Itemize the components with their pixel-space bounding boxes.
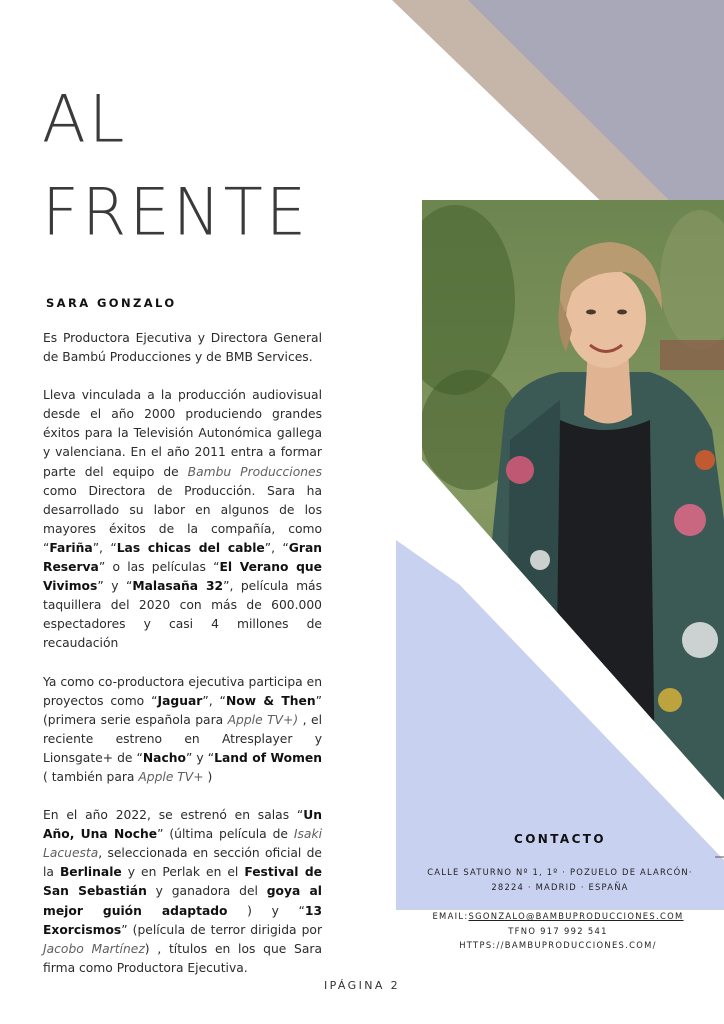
text-run: Lleva vinculada a la producción audiovisual desde el año 2000 produciendo grandes éxitos para la Televisión Autonómica gallega y valenciana. En el año 2011 entra a formar parte del equipo de [43, 388, 322, 479]
contact-heading: CONTACTO [514, 832, 606, 846]
page-number: IPÁGINA 2 [323, 979, 401, 992]
page-title-line-1: AL [42, 82, 128, 158]
bio-paragraph [43, 386, 322, 653]
text-run: Es Productora Ejecutiva y Directora General de Bambú Producciones y de BMB Services. [43, 331, 322, 365]
bold-text: Jaguar [157, 693, 203, 708]
italic-text: Apple TV+) [227, 712, 299, 727]
bold-text: Gran Reserva [43, 540, 322, 575]
italic-text: Bambu Producciones [187, 464, 322, 479]
bio-paragraph [43, 806, 322, 978]
bold-text: Fariña [49, 540, 93, 555]
text-run: ” y “ [185, 750, 215, 765]
bio-paragraph [43, 673, 322, 788]
page-title-line-2: FRENTE [42, 175, 310, 251]
bold-text: Nacho [142, 750, 186, 765]
text-run: ) y “ [227, 903, 305, 918]
bold-text: 13 Exorcismos [43, 903, 323, 937]
text-run: ( también para [43, 769, 139, 784]
text-run: ) [203, 769, 213, 784]
website-link[interactable]: HTTPS://BAMBUPRODUCCIONES.COM/ [459, 940, 657, 950]
email-link[interactable]: SGONZALO@BAMBUPRODUCCIONES.COM [468, 911, 684, 921]
text-run: como Directora de Producción. Sara ha desarrollado su labor en algunos de los mayores éxitos de la compañía, como “ [43, 483, 322, 555]
address-line-1: CALLE SATURNO Nº 1, 1º · POZUELO DE ALARCÓN· [427, 867, 693, 877]
email-row [360, 911, 724, 921]
text-run: Ya como co-productora ejecutiva participa en proyectos como “ [43, 674, 322, 708]
text-run: ”, “ [92, 540, 117, 555]
bold-text: Now & Then [225, 693, 316, 708]
text-run: , el reciente estreno en Atresplayer y Lionsgate+ de “ [43, 712, 322, 765]
text-run: ” y “ [97, 579, 133, 594]
bio-paragraph [43, 329, 322, 367]
bold-text: Berlinale [59, 865, 122, 880]
text-run: ” (primera serie española para [43, 693, 323, 727]
text-run: ”, “ [202, 693, 226, 708]
text-run: ) , títulos en los que Sara firma como Productora Ejecutiva. [43, 941, 322, 975]
address-line-2: 28224 · MADRID · ESPAÑA [491, 882, 629, 892]
italic-text: Jacobo Martínez [43, 941, 145, 956]
biography [43, 329, 322, 997]
bold-text: Malasaña 32 [132, 579, 224, 594]
italic-text: Isaki Lacuesta [43, 827, 322, 861]
bold-text: Un Año, Una Noche [43, 808, 322, 842]
bold-text: goya al mejor guión adaptado [43, 884, 323, 918]
phone-number: TFNO 917 992 541 [508, 926, 608, 936]
email-label: EMAIL: [432, 911, 469, 921]
bold-text: El Verano que Vivimos [43, 560, 322, 594]
bold-text: Las chicas del cable [116, 540, 265, 555]
text-run: ”, “ [264, 540, 289, 555]
bold-text: Land of Women [214, 750, 322, 765]
italic-text: Apple TV+ [138, 769, 204, 784]
text-run: y ganadora del [146, 884, 267, 899]
text-run: , seleccionada en sección oficial de la [43, 846, 322, 880]
text-run: ” (película de terror dirigida por [121, 922, 322, 937]
text-run: ”, película más taquillera del 2020 con más de 600.000 espectadores y casi 4 millones de recaudación [43, 579, 322, 651]
bold-text: Festival de San Sebastián [43, 865, 322, 899]
text-run: ” o las películas “ [98, 560, 220, 575]
text-run: En el año 2022, se estrenó en salas “ [43, 808, 304, 823]
text-run: y en Perlak en el [121, 865, 245, 880]
text-run: ” (última película de [157, 827, 294, 842]
person-name: SARA GONZALO [46, 296, 177, 310]
